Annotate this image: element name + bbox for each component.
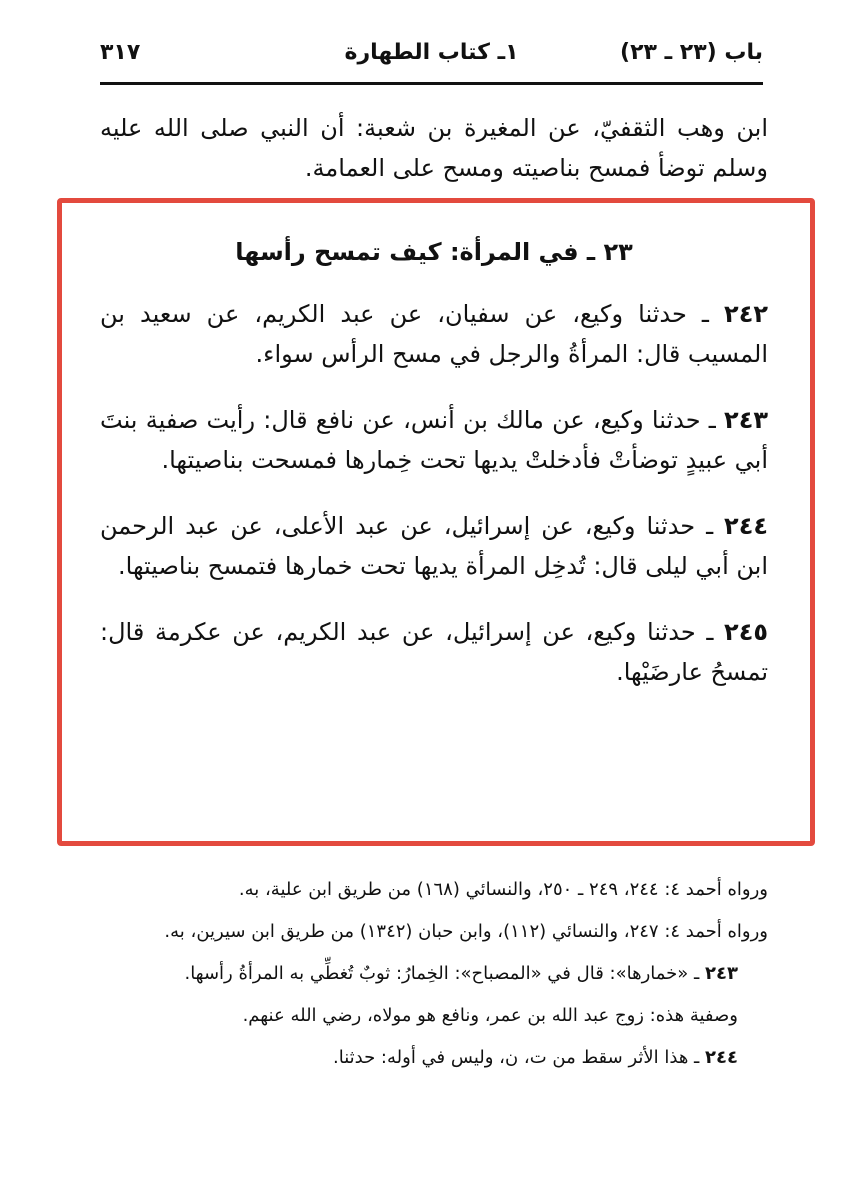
hadith-text: ـ حدثنا وكيع، عن إسرائيل، عن عبد الأعلى، عن عبد الرحمن ابن أبي ليلى قال: تُدخِل المرأة يديها تحت خمارها فتمسح بناصيتها. (100, 512, 768, 580)
hadith-text: ـ حدثنا وكيع، عن إسرائيل، عن عبد الكريم، عن عكرمة قال: تمسحُ عارضَيْها. (100, 618, 768, 686)
footnote-number: ٢٤٣ (705, 963, 738, 984)
footnote-text: ـ هذا الأثر سقط من ت، ن، وليس في أوله: حدثنا. (332, 1047, 706, 1068)
chapter-section (100, 232, 768, 718)
header-divider (100, 82, 763, 85)
hadith-text: ـ حدثنا وكيع، عن مالك بن أنس، عن نافع قال: رأيت صفية بنتَ أبي عبيدٍ توضأتْ فأدخلتْ يديها تحت خِمارها فمسحت بناصيتها. (100, 406, 768, 474)
footnote-243 (100, 958, 768, 990)
section-title: ٢٣ ـ في المرأة: كيف تمسح رأسها (235, 238, 633, 266)
running-header (100, 40, 763, 80)
hadith-number: ٢٤٤ (724, 512, 768, 540)
footnotes (100, 874, 768, 1084)
chapter-label: باب (٢٣ ـ ٢٣) (620, 40, 763, 65)
hadith-243 (100, 400, 768, 480)
footnote-number: ٢٤٤ (705, 1047, 738, 1068)
book-title: ١ـ كتاب الطهارة (344, 40, 519, 65)
footnote-line: وصفية هذه: زوج عبد الله بن عمر، ونافع هو مولاه، رضي الله عنهم. (242, 1005, 738, 1026)
hadith-245 (100, 612, 768, 692)
hadith-number: ٢٤٢ (724, 300, 768, 328)
footnote-line: ورواه أحمد ٤: ٢٤٧، والنسائي (١١٢)، وابن حبان (١٣٤٢) من طريق ابن سيرين، به. (164, 921, 768, 942)
footnote-line: ورواه أحمد ٤: ٢٤٤، ٢٤٩ ـ ٢٥٠، والنسائي (١٦٨) من طريق ابن علية، به. (238, 879, 768, 900)
hadith-number: ٢٤٣ (724, 406, 768, 434)
page-number: ٣١٧ (100, 40, 141, 65)
footnote-244 (100, 1042, 768, 1074)
hadith-242 (100, 294, 768, 374)
hadith-244 (100, 506, 768, 586)
hadith-number: ٢٤٥ (724, 618, 768, 646)
footnote-text: ـ «خمارها»: قال في «المصباح»: الخِمارُ: ثوبٌ تُغطِّي به المرأةُ رأسها. (184, 963, 706, 984)
intro-paragraph: ابن وهب الثقفيّ، عن المغيرة بن شعبة: أن النبي صلى الله عليه وسلم توضأ فمسح بناصيته ومسح على العمامة. (100, 114, 768, 182)
hadith-text: ـ حدثنا وكيع، عن سفيان، عن عبد الكريم، عن سعيد بن المسيب قال: المرأةُ والرجل في مسح الرأس سواء. (100, 300, 768, 368)
